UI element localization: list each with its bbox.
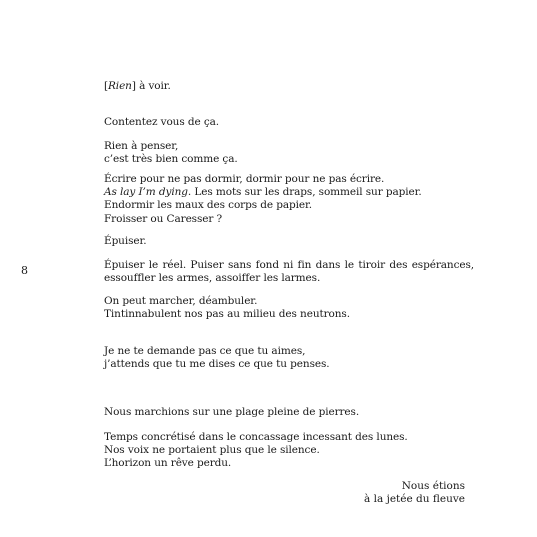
text-line: Épuiser. <box>104 235 147 247</box>
stanza-contentez <box>104 116 474 129</box>
text-line: Rien à penser, <box>104 140 179 152</box>
stanza-demande <box>104 345 474 371</box>
text-line: Nous marchions sur une plage pleine de pierres. <box>104 406 360 418</box>
stanza-rien-a-penser <box>104 140 474 166</box>
stanza-marcher <box>104 295 474 321</box>
text-line: Froisser ou Caresser ? <box>104 212 223 225</box>
text-line: As lay I’m dying. Les mots sur les draps, sommeil sur papier. <box>104 186 422 199</box>
text-line: j’attends que tu me dises ce que tu penses. <box>104 358 330 371</box>
italic-title: As lay I’m dying. <box>104 186 192 199</box>
stanza-rien-a-voir <box>104 80 474 93</box>
text-line: On peut marcher, déambuler. <box>104 295 258 307</box>
stanza-epuiser <box>104 235 474 248</box>
text-line: Temps concrétisé dans le concassage incessant des lunes. <box>104 431 408 443</box>
text-line: Nous étions <box>401 480 465 492</box>
text-line: Contentez vous de ça. <box>104 116 220 128</box>
text-line: Je ne te demande pas ce que tu aimes, <box>104 345 306 357</box>
text-line: Endormir les maux des corps de papier. <box>104 199 312 212</box>
stanza-jetee <box>265 480 465 506</box>
stanza-ecrire <box>104 173 474 226</box>
text-line: Écrire pour ne pas dormir, dormir pour ne pas écrire. <box>104 173 385 185</box>
text-line: Nos voix ne portaient plus que le silence. <box>104 444 320 457</box>
paragraph: Épuiser le réel. Puiser sans fond ni fin dans le tiroir des espérances, essouffler les armes, assoiffer les larmes. <box>104 259 474 285</box>
text-line: c’est très bien comme ça. <box>104 153 238 166</box>
page-number: 8 <box>21 264 28 277</box>
stanza-temps <box>104 431 474 471</box>
stanza-epuiser-le-reel <box>104 259 474 285</box>
stanza-plage <box>104 406 474 419</box>
line-rien-a-voir: [Rien] à voir. <box>104 80 171 92</box>
text-line: à la jetée du fleuve <box>364 493 465 506</box>
text-line: L’horizon un rêve perdu. <box>104 457 232 470</box>
italic-rien: Rien <box>108 80 132 92</box>
text-line: Tintinnabulent nos pas au milieu des neutrons. <box>104 308 350 321</box>
